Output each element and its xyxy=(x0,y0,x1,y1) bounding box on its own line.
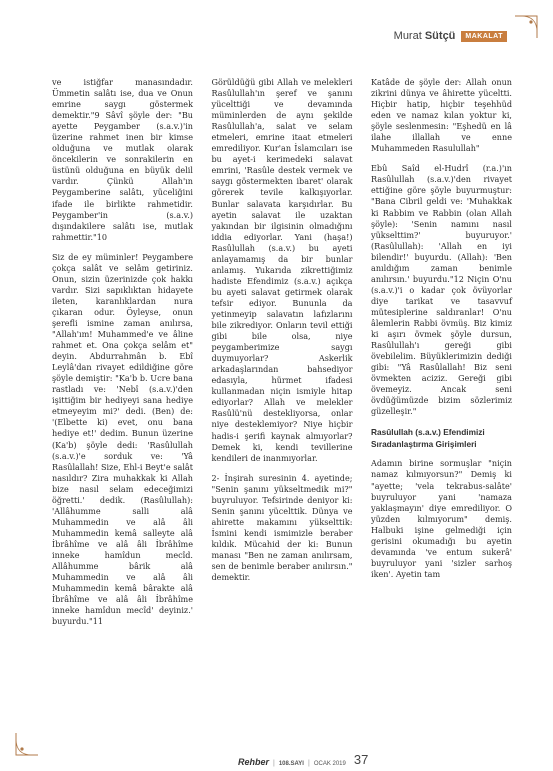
paragraph: Adamın birine sormuşlar "niçin namaz kılmıyorsun?" Demiş ki "ayette; 'vela tekrabus-salâte' buyruluyor yani 'namaza yaklaşmayın' diye emrediliyor. O yüzden kılmıyorum" demiş. Halbuki işine gelmediği için gerisini okumadığı bu ayetin devamında 've entum sukerâ' buyruluyor yani 'sizler sarhoş iken'. Ayetin tam xyxy=(371,458,512,579)
paragraph: Görüldüğü gibi Allah ve melekleri Rasûlullah'ın şeref ve şanını yücelttiği ve devamında müminlerden de aynı şekilde Rasûlullah'a, salat ve selam etmeleri, emrine itaat etmeleri emrediliyor. Kur'an İslamcıları ise bu ayet-i kerimedeki salavat emrini, 'Rasûle destek vermek ve saygı göstermekten ibaret' olarak görerek tevile kalkışıyorlar. Bunlar salavata karşıdırlar. Bu ayetin salavat ile uzaktan yakından bir ilgisinin olmadığını iddia ediyorlar. Yani (haşa!) Rasûlullah (s.a.v.) bu ayeti anlayamamış da bir bunlar anlamış. Yukarıda zikrettiğimiz hadiste Efendimiz (s.a.v.) açıkça bu ayeti salavat getirmek olarak tefsir ediyor. Bununla da yetinmeyip salavatın lafızlarını bile zikrediyor. Onların tevil ettiği gibi bile olsa, niye peygamberimize saygı duymuyorlar? Askerlik arkadaşlarından bahsediyor edasıyla, hürmet ifadesi kullanmadan niçin ismiyle hitap ediyorlar? Allah ve melekler Rasûlü'nü destekliyorsa, onlar niye desteklemiyor? Niye hiçbir hadis-i şerifi kaynak almıyorlar? Demek ki, kendi tevillerine kendileri de inanmıyorlar. xyxy=(211,77,353,463)
article-body xyxy=(52,77,512,747)
paragraph: Ebû Saîd el-Hudrî (r.a.)'ın Rasûlullah (s.a.v.)'den rivayet ettiğine göre şöyle buyurmuştur: "Bana Cibril geldi ve: 'Muhakkak ki Rabbim ve Rabbin (olan Allah şöyle): 'Senin namını nasıl yükselttim?' buyuruyor.' (Rasûlullah): 'Allah en iyi bilendir!' buyurdu. (Allah): 'Ben anıldığım zaman benimle anılırsın.' buyurdu."12 Niçin O'nu (s.a.v.)'i o kadar çok övüyorlar diye tarikat ve tasavvuf mütesiplerine saldıranlar! O'nu âlemlerin Rabbi övmüş. Biz kimiz ki aşırı övmek şöyle dursun, Rasûlullah'ı gereği gibi övebilelim. Büyüklerimizin dediği gibi: "Yâ Rasûlallah! Biz seni övmekten aciziz. Gereği gibi övemeyiz. Ancak seni övdüğümüzde bizim sözlerimiz güzelleşir." xyxy=(371,163,512,417)
corner-ornament-top-right-icon xyxy=(513,14,539,40)
magazine-logo: Rehber xyxy=(238,757,270,767)
column-3 xyxy=(371,77,512,747)
author-last-name: Sütçü xyxy=(424,30,456,42)
section-badge: MAKALAT xyxy=(461,31,507,42)
page-header xyxy=(394,30,507,42)
corner-ornament-bottom-left-icon xyxy=(14,731,40,757)
paragraph: 2- İnşirah suresinin 4. ayetinde; "Senin şanını yükseltmedik mi?" buyruluyor. Tefsirinde deniyor ki: Senin şanını yücelttik. Dünya ve ahirette makamını yükselttik: İsmini kendi ismimizle beraber kıldık. Mücahid der ki: Bunun manası "Ben ne zaman anılırsam, sen de benimle beraber anılırsın." demektir. xyxy=(211,472,353,583)
section-subheading: Rasûlullah (s.a.v.) Efendimizi Sıradanlaştırma Girişimleri xyxy=(371,427,485,449)
paragraph: Siz de ey müminler! Peygambere çokça salât ve selâm getiriniz. Onun, sizin üzerinizde çok hakkı vardır. Sizi sapıklıktan hidayete ileten, karanlıklardan nura çıkaran odur. Öyleyse, onun şerefli ismine zaman anılırsa, "Allah'ım! Muhammed'e ve âline rahmet et. Ona çokça selâm et" deyin. Abdurrahmân b. Ebî Leylâ'dan rivayet edildiğine göre şöyle demiştir: "Ka'b b. Ucre bana rastladı ve: 'Nebî (s.a.v.)'den işittiğim bir hediyeyi sana hediye etmeyeyim mi?' dedi. (Ben) de: '(Elbette ki) evet, onu bana hediye et!' dedim. Bunun üzerine (Ka'b) şöyle dedi: 'Rasûlullah (s.a.v.)'e sorduk ve: 'Yâ Rasûlallah! Size, Ehl-i Beyt'e salât nasıldır? Zira muhakkak ki Allah bize nasıl selam edeceğimizi öğretti.' dedik. (Rasûlullah): 'Allâhumme salli alâ Muhammedin ve alâ âli Muhammedin kemâ salleyte alâ İbrâhîme ve alâ âli İbrâhîme inneke hamîdun mecîd. Allâhumme bârik alâ Muhammedin ve alâ âli Muhammedin kemâ bârakte alâ İbrâhîme ve alâ âli İbrâhîme inneke hamîdun mecîd' deyiniz.' buyurdu."11 xyxy=(52,251,193,627)
column-2 xyxy=(212,77,353,747)
paragraph: ve istiğfar manasındadır. Ümmetin salâtı ise, dua ve Onun emrine saygı göstermek demektir."9 Sâvî şöyle der: "Bu ayette Peygamber (s.a.v.)'in üzerine rahmet inen bir kimse olduğuna ve mutlak olarak öncekilerin ve sonrakilerin en üstünü olduğuna en büyük delil vardır. Çünkü Allah'ın Peygamberine salâtı, yüceliğini ifade ile birlikte rahmetidir. Peygamber'in (s.a.v.) dışındakilere salâtı ise, mutlak rahmettir."10 xyxy=(52,77,193,242)
issue-number: 108.SAYI xyxy=(278,761,304,767)
paragraph: Katâde de şöyle der: Allah onun zikrini dünya ve âhirette yüceltti. Hiçbir hatip, hiçbir teşehhüd eden ve namaz kılan yoktur ki, şöyle seslenmesin: "Eşhedü en lâ ilahe illallah ve enne Muhammeden Rasulullah" xyxy=(371,77,512,154)
column-1 xyxy=(52,77,193,747)
author-first-name: Murat xyxy=(393,30,422,42)
page-footer xyxy=(238,752,368,767)
author-name xyxy=(394,30,456,42)
issue-date: OCAK 2019 xyxy=(313,761,346,767)
footer-separator: | xyxy=(273,760,275,767)
page-number: 37 xyxy=(353,752,369,767)
footer-separator: | xyxy=(307,760,310,767)
